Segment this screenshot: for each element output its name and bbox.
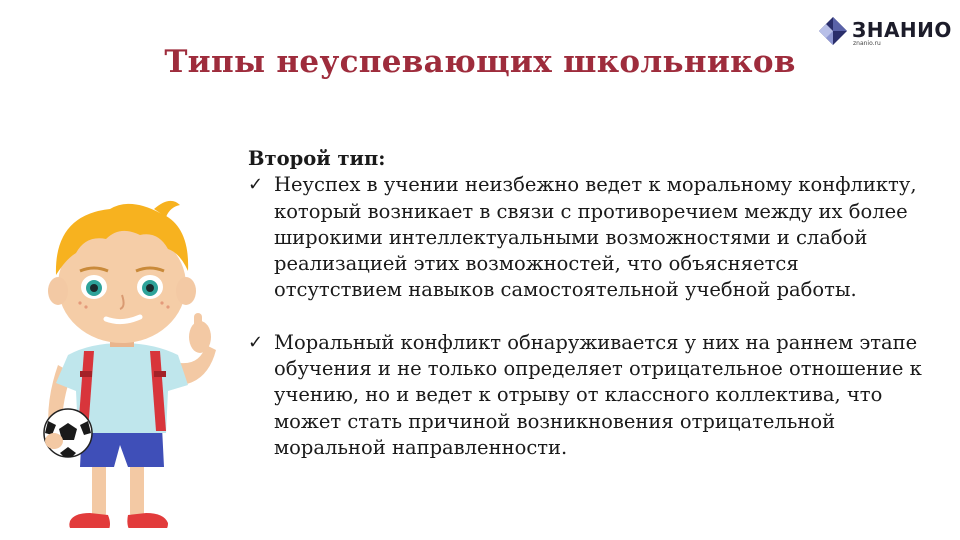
bullet-item — [248, 172, 928, 303]
slide-body — [248, 146, 928, 461]
znanio-logo[interactable] — [818, 14, 950, 50]
bullet-text: Неуспех в учении неизбежно ведет к моральному конфликту, который возникает в связи с противоречием между их более широкими интеллектуальными возможностями и слабой реализацией этих возможностей, что объясняется отсутствием навыков самостоятельной учебной работы. — [274, 173, 917, 302]
type-heading: Второй тип: — [248, 147, 386, 170]
checkmark-icon: ✓ — [248, 331, 264, 353]
bullet-text: Моральный конфликт обнаруживается у них на раннем этапе обучения и не только определяет отрицательное отношение к учению, но и ведет к отрыву от классного коллектива, что может стать причиной возникновения отрицательной моральной направленности. — [274, 330, 922, 459]
diamond-logo-icon — [818, 16, 848, 46]
boy-with-ball-illustration — [30, 195, 230, 540]
slide-title: Типы неуспевающих школьников — [164, 44, 796, 80]
logo-brand-text: ЗНАНИО — [852, 18, 952, 42]
checkmark-icon: ✓ — [248, 174, 264, 196]
logo-site-text: znanio.ru — [853, 40, 881, 47]
bullet-item — [248, 330, 928, 461]
